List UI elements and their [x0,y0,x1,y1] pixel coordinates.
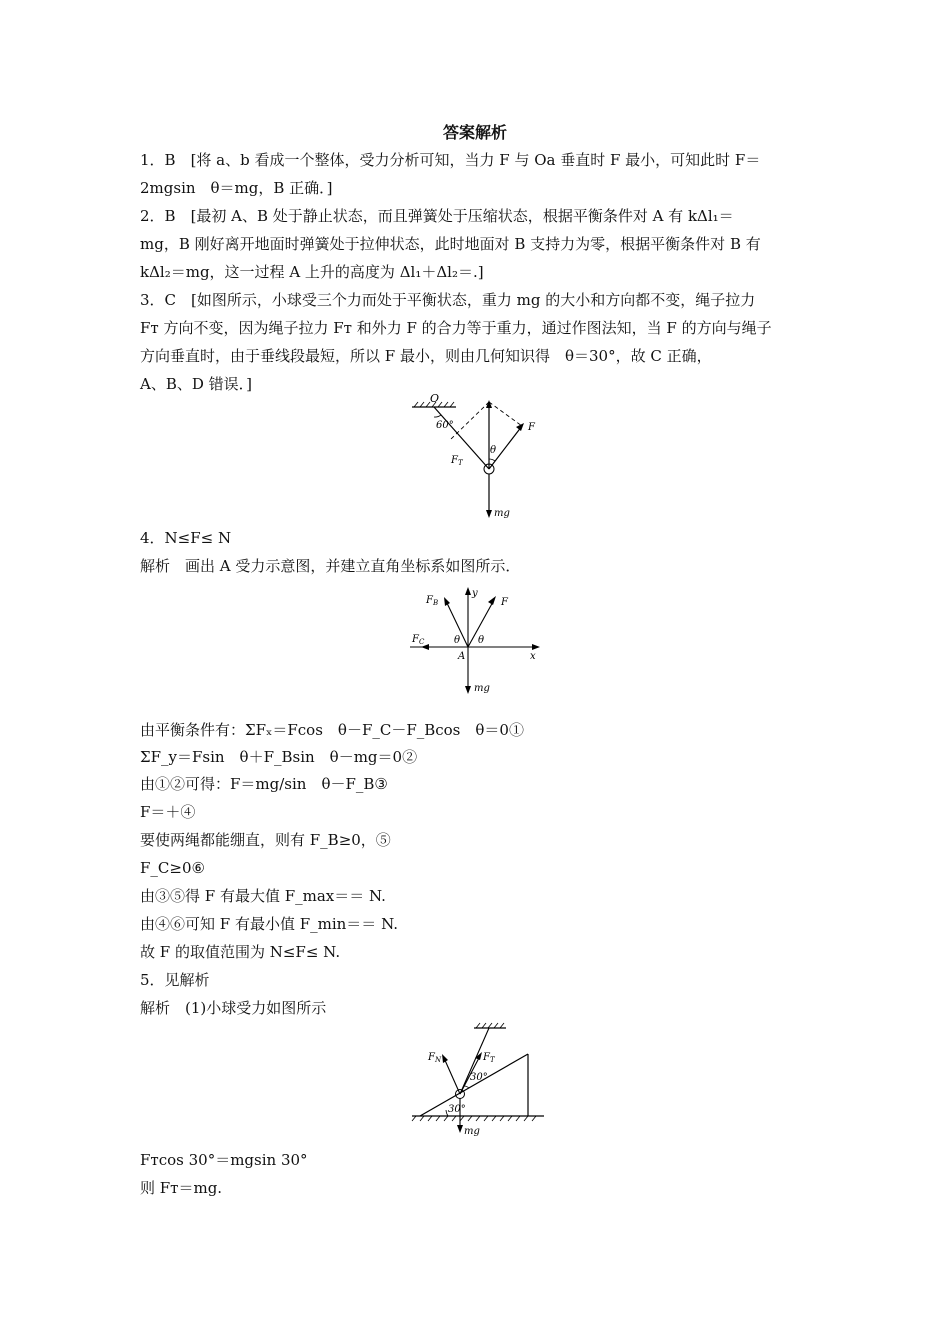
label-angle-top: 30° [470,1072,488,1083]
text-line: 方向垂直时，由于垂线段最短，所以 F 最小，则由几何知识得 θ＝30°，故 C 正确， [140,347,712,365]
text-line: 故 F 的取值范围为 N≤F≤ N. [140,943,341,961]
label-A: A [458,651,466,662]
text-line: F＝＋④ [140,803,196,821]
text-line: A、B、D 错误．] [140,375,253,393]
label-FN-sub: N [435,1056,442,1064]
label-FB-sub: B [433,599,439,607]
label-FN: F [428,1052,435,1063]
figure-force-axes [408,585,548,700]
text-line: F_C≥0⑥ [140,859,205,877]
text-line: Fᴛ 方向不变，因为绳子拉力 Fᴛ 和外力 F 的合力等于重力，通过作图法知，当 F 的方向与绳子 [140,319,772,337]
text-line: kΔl₂＝mg，这一过程 A 上升的高度为 Δl₁＋Δl₂＝.] [140,263,484,281]
label-FC: F [412,634,419,645]
label-FC-sub: C [419,638,425,646]
text-line: 4．N≤F≤ N [140,529,232,547]
text-line: 解析 画出 A 受力示意图，并建立直角坐标系如图所示． [140,557,521,575]
label-angle-60: 60° [436,420,454,431]
text-line: 3．C [如图所示，小球受三个力而处于平衡状态，重力 mg 的大小和方向都不变，绳子拉力 [140,291,756,309]
label-mg: mg [464,1126,480,1137]
label-FB: F [426,595,433,606]
label-mg: mg [474,683,490,694]
label-FT: F [451,455,458,466]
label-FT-sub: T [490,1056,495,1064]
label-theta: θ [490,445,497,456]
label-angle-bottom: 30° [448,1104,466,1115]
text-line: 1．B [将 a、b 看成一个整体，受力分析可知，当力 F 与 Oa 垂直时 F 最小，可知此时 F＝ [140,151,761,169]
label-theta-right: θ [478,635,485,646]
page-title: 答案解析 [442,123,507,142]
label-FT-sub: T [458,459,463,467]
figure-rope-ball [400,390,560,525]
label-FT: F [483,1052,490,1063]
label-mg: mg [494,508,510,519]
label-theta-left: θ [454,635,461,646]
text-line: 由④⑥可知 F 有最小值 F_min＝＝ N. [140,915,399,933]
text-line: 解析 (1)小球受力如图所示 [140,999,327,1017]
text-line: 要使两绳都能绷直，则有 F_B≥0，⑤ [140,831,391,849]
label-y: y [472,588,478,599]
text-line: 5．见解析 [140,971,210,989]
figure-incline-ball [408,1020,548,1142]
text-line: 2mgsin θ＝mg，B 正确．] [140,179,333,197]
text-line: 2．B [最初 A、B 处于静止状态，而且弹簧处于压缩状态，根据平衡条件对 A 有 kΔl₁＝ [140,207,734,225]
text-line: 由①②可得：F＝mg/sin θ－F_B③ [140,775,388,793]
label-F: F [501,597,508,608]
text-line: 由③⑤得 F 有最大值 F_max＝＝ N. [140,887,386,905]
label-F: F [528,422,535,433]
text-line: Fᴛcos 30°＝mgsin 30° [140,1151,308,1169]
text-line: ΣF_y＝Fsin θ＋F_Bsin θ－mg＝0② [140,748,418,766]
label-O: O [430,392,440,405]
label-x: x [530,651,536,662]
text-line: mg，B 刚好离开地面时弹簧处于拉伸状态，此时地面对 B 支持力为零，根据平衡条件对 B 有 [140,235,761,253]
text-line: 则 Fᴛ＝mg. [140,1179,223,1197]
text-line: 由平衡条件有：ΣFₓ＝Fcos θ－F_C－F_Bcos θ＝0① [140,721,524,739]
